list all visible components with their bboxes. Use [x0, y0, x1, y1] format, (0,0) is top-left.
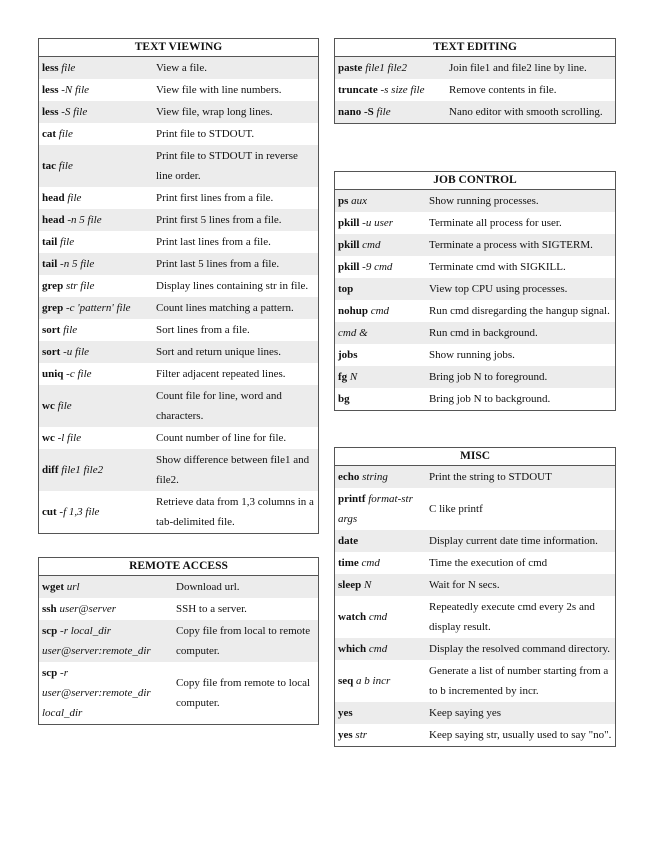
command-description: Run cmd disregarding the hangup signal.: [429, 305, 610, 317]
command-description: Display lines containing str in file.: [156, 280, 309, 292]
command-name: truncate: [338, 84, 378, 96]
command-description: Print the string to STDOUT: [425, 466, 615, 488]
command-description: Download url.: [172, 576, 318, 598]
command-cell: [39, 449, 152, 491]
text-viewing-box: [38, 38, 319, 534]
command-name: less: [42, 84, 59, 96]
table-row: [39, 662, 318, 724]
table-row: [39, 385, 318, 427]
command-name: which: [338, 643, 367, 655]
command-name: ssh: [42, 603, 57, 615]
command-args: url: [66, 581, 80, 593]
command-cell: [39, 253, 152, 275]
command-name: less: [42, 62, 59, 74]
command-description: C like printf: [429, 503, 483, 515]
command-name: wc: [42, 400, 55, 412]
table-row: [335, 596, 615, 638]
table-row: [335, 638, 615, 660]
command-args: -9 cmd: [362, 261, 393, 273]
command-cell: [335, 596, 425, 638]
command-name: sort: [42, 324, 61, 336]
command-args: file: [60, 236, 75, 248]
command-name: wc: [42, 432, 55, 444]
command-args: file: [376, 106, 391, 118]
command-name: head: [42, 192, 65, 204]
command-cell: [39, 363, 152, 385]
command-description: SSH to a server.: [176, 603, 247, 615]
command-cell: [39, 662, 172, 724]
command-args: cmd: [361, 557, 380, 569]
table-row: [335, 322, 615, 344]
command-cell: [335, 79, 445, 101]
command-name: tail: [42, 258, 58, 270]
command-description: Print first 5 lines from a file.: [152, 209, 318, 231]
table-row: [39, 231, 318, 253]
command-cell: [335, 278, 425, 300]
table-row: [39, 275, 318, 297]
command-description: Sort lines from a file.: [156, 324, 250, 336]
command-args: aux: [351, 195, 368, 207]
command-cell: [335, 388, 425, 410]
command-cell: [39, 620, 172, 662]
command-cell: [335, 344, 425, 366]
command-args: file: [63, 324, 78, 336]
command-description: Display current date time information.: [425, 530, 615, 552]
command-cell: [39, 385, 152, 427]
command-name: wget: [42, 581, 64, 593]
table-row: [39, 620, 318, 662]
table-row: [335, 388, 615, 410]
command-cell: [335, 702, 425, 724]
command-table: [335, 57, 615, 123]
command-cell: [39, 145, 152, 187]
command-args: format-str args: [338, 493, 413, 525]
command-cell: [39, 57, 152, 79]
command-name: sleep: [338, 579, 362, 591]
job-control-box: [334, 171, 616, 411]
command-name: seq: [338, 675, 354, 687]
command-description: Sort and return unique lines.: [152, 341, 318, 363]
table-row: [39, 427, 318, 449]
command-description: Terminate cmd with SIGKILL.: [429, 261, 566, 273]
table-row: [335, 530, 615, 552]
command-args: -N file: [61, 84, 90, 96]
command-description: View a file.: [152, 57, 318, 79]
command-description: Bring job N to foreground.: [425, 366, 615, 388]
command-args: -l file: [57, 432, 82, 444]
command-description: Print last 5 lines from a file.: [152, 253, 318, 275]
command-cell: [335, 234, 425, 256]
command-args: cmd: [370, 305, 390, 317]
command-args: cmd: [368, 611, 388, 623]
command-args: -f 1,3 file: [59, 506, 100, 518]
command-args: str: [355, 729, 368, 741]
command-name: date: [338, 535, 359, 547]
command-name: cut: [42, 506, 57, 518]
command-name: diff: [42, 464, 59, 476]
command-name: less: [42, 106, 59, 118]
command-name: top: [338, 283, 354, 295]
command-description: Retrieve data from 1,3 columns in a tab-delimited file.: [156, 496, 314, 528]
command-args: file: [58, 128, 73, 140]
command-description: Join file1 and file2 line by line.: [445, 57, 615, 79]
command-cell: [335, 552, 425, 574]
command-name: uniq: [42, 368, 64, 380]
table-row: [39, 253, 318, 275]
command-cell: [335, 322, 425, 344]
command-cell: [39, 598, 172, 620]
command-description: View file with line numbers.: [156, 84, 282, 96]
command-name: scp: [42, 625, 58, 637]
command-args: file: [57, 400, 72, 412]
command-cell: [335, 638, 425, 660]
misc-box: [334, 447, 616, 747]
command-args: N: [349, 371, 358, 383]
command-cell: [39, 341, 152, 363]
table-row: [39, 576, 318, 598]
command-cell: [39, 319, 152, 341]
command-name: echo: [338, 471, 360, 483]
table-row: [335, 344, 615, 366]
command-name: watch: [338, 611, 367, 623]
command-name: grep: [42, 302, 64, 314]
table-row: [335, 212, 615, 234]
command-args: -n 5 file: [60, 258, 95, 270]
command-cell: [335, 366, 425, 388]
table-row: [335, 488, 615, 530]
section-title: TEXT VIEWING: [39, 39, 318, 57]
table-row: [39, 145, 318, 187]
command-description: Display the resolved command directory.: [425, 638, 615, 660]
command-description: Print first lines from a file.: [156, 192, 274, 204]
section-title: JOB CONTROL: [335, 172, 615, 190]
command-cell: [39, 427, 152, 449]
table-row: [335, 366, 615, 388]
command-args: file1 file2: [61, 464, 104, 476]
command-cell: [39, 491, 152, 533]
command-description: Keep saying str, usually used to say "no".: [429, 729, 612, 741]
command-table: [39, 57, 318, 533]
command-description: Copy file from local to remote computer.: [172, 620, 318, 662]
command-args: string: [362, 471, 388, 483]
command-name: tail: [42, 236, 58, 248]
table-row: [335, 190, 615, 212]
command-args: user@server: [59, 603, 116, 615]
section-title: MISC: [335, 448, 615, 466]
table-row: [39, 341, 318, 363]
command-args: -c file: [66, 368, 92, 380]
command-cell: [335, 190, 425, 212]
command-args: -u file: [63, 346, 90, 358]
command-name: ps: [338, 195, 349, 207]
table-row: [39, 57, 318, 79]
command-table: [335, 190, 615, 410]
command-cell: [335, 466, 425, 488]
command-cell: [335, 57, 445, 79]
command-args: cmd: [362, 239, 381, 251]
command-name: jobs: [338, 349, 358, 361]
command-name: time: [338, 557, 359, 569]
command-table: [335, 466, 615, 746]
command-description: Show running processes.: [425, 190, 615, 212]
command-description: View top CPU using processes.: [425, 278, 615, 300]
command-cell: [335, 488, 425, 530]
table-row: [335, 702, 615, 724]
table-row: [39, 449, 318, 491]
command-table: [39, 576, 318, 724]
command-description: Print last lines from a file.: [156, 236, 271, 248]
command-args: -s size file: [380, 84, 425, 96]
command-name: head: [42, 214, 65, 226]
command-description: Count lines matching a pattern.: [152, 297, 318, 319]
command-name: tac: [42, 160, 57, 172]
remote-access-box: [38, 557, 319, 725]
command-cell: [39, 576, 172, 598]
command-name: nano -S: [338, 106, 374, 118]
text-editing-box: [334, 38, 616, 124]
section-title: REMOTE ACCESS: [39, 558, 318, 576]
command-name: pkill: [338, 217, 360, 229]
command-args: file: [67, 192, 82, 204]
table-row: [335, 256, 615, 278]
table-row: [335, 574, 615, 596]
command-args: -u user: [362, 217, 394, 229]
command-args: file: [61, 62, 76, 74]
table-row: [39, 598, 318, 620]
command-cell: [335, 256, 425, 278]
table-row: [335, 660, 615, 702]
command-args: -c 'pattern' file: [65, 302, 131, 314]
command-cell: [39, 297, 152, 319]
command-cell: [335, 724, 425, 746]
table-row: [39, 297, 318, 319]
command-cell: [39, 101, 152, 123]
command-cell: [39, 187, 152, 209]
table-row: [39, 491, 318, 533]
command-args: -S file: [61, 106, 88, 118]
command-args: str file: [65, 280, 95, 292]
table-row: [335, 101, 615, 123]
section-title: TEXT EDITING: [335, 39, 615, 57]
command-name: pkill: [338, 239, 360, 251]
table-row: [335, 724, 615, 746]
command-description: Run cmd in background.: [425, 322, 615, 344]
command-description: Wait for N secs.: [425, 574, 615, 596]
command-name: sort: [42, 346, 61, 358]
command-name: paste: [338, 62, 363, 74]
table-row: [335, 278, 615, 300]
command-cell: [39, 231, 152, 253]
command-description: Terminate all process for user.: [429, 217, 562, 229]
command-name: fg: [338, 371, 348, 383]
command-name: bg: [338, 393, 350, 405]
table-row: [335, 234, 615, 256]
command-args: N: [363, 579, 372, 591]
command-name: cat: [42, 128, 57, 140]
command-args: a b incr: [356, 675, 391, 687]
table-row: [335, 300, 615, 322]
command-description: Print file to STDOUT.: [156, 128, 255, 140]
table-row: [335, 79, 615, 101]
command-description: Copy file from remote to local computer.: [176, 677, 311, 709]
command-name: grep: [42, 280, 64, 292]
table-row: [335, 466, 615, 488]
table-row: [335, 57, 615, 79]
command-cell: [335, 212, 425, 234]
command-name: nohup: [338, 305, 368, 317]
command-args: file1 file2: [365, 62, 408, 74]
table-row: [335, 552, 615, 574]
command-name: yes: [338, 729, 353, 741]
command-description: Bring job N to background.: [429, 393, 551, 405]
command-cell: [39, 123, 152, 145]
command-args: -r user@server:remote_dir local_dir: [42, 667, 151, 719]
command-args: file: [58, 160, 73, 172]
command-description: Count number of line for file.: [156, 432, 287, 444]
command-cell: [335, 574, 425, 596]
command-args: cmd: [368, 643, 388, 655]
table-row: [39, 187, 318, 209]
command-description: Filter adjacent repeated lines.: [156, 368, 286, 380]
command-name: printf: [338, 493, 366, 505]
command-description: Show running jobs.: [429, 349, 515, 361]
command-description: Remove contents in file.: [449, 84, 557, 96]
command-cell: [335, 530, 425, 552]
command-description: Show difference between file1 and file2.: [152, 449, 318, 491]
command-args: cmd &: [338, 327, 368, 339]
command-args: -r local_dir user@server:remote_dir: [42, 625, 151, 657]
command-description: Repeatedly execute cmd every 2s and display result.: [429, 601, 595, 633]
command-description: Generate a list of number starting from a to b incremented by incr.: [429, 665, 609, 697]
command-cell: [39, 275, 152, 297]
command-description: Print file to STDOUT in reverse line order.: [152, 145, 318, 187]
command-cell: [335, 660, 425, 702]
command-name: pkill: [338, 261, 360, 273]
command-args: -n 5 file: [67, 214, 102, 226]
command-description: Terminate a process with SIGTERM.: [425, 234, 615, 256]
command-description: View file, wrap long lines.: [152, 101, 318, 123]
table-row: [39, 101, 318, 123]
table-row: [39, 123, 318, 145]
table-row: [39, 319, 318, 341]
command-name: scp: [42, 667, 58, 679]
command-cell: [335, 101, 445, 123]
command-cell: [39, 79, 152, 101]
command-cell: [335, 300, 425, 322]
command-description: Time the execution of cmd: [429, 557, 548, 569]
table-row: [39, 79, 318, 101]
table-row: [39, 209, 318, 231]
table-row: [39, 363, 318, 385]
command-description: Count file for line, word and characters.: [152, 385, 318, 427]
command-name: yes: [338, 707, 353, 719]
command-description: Keep saying yes: [425, 702, 615, 724]
command-cell: [39, 209, 152, 231]
command-description: Nano editor with smooth scrolling.: [445, 101, 615, 123]
